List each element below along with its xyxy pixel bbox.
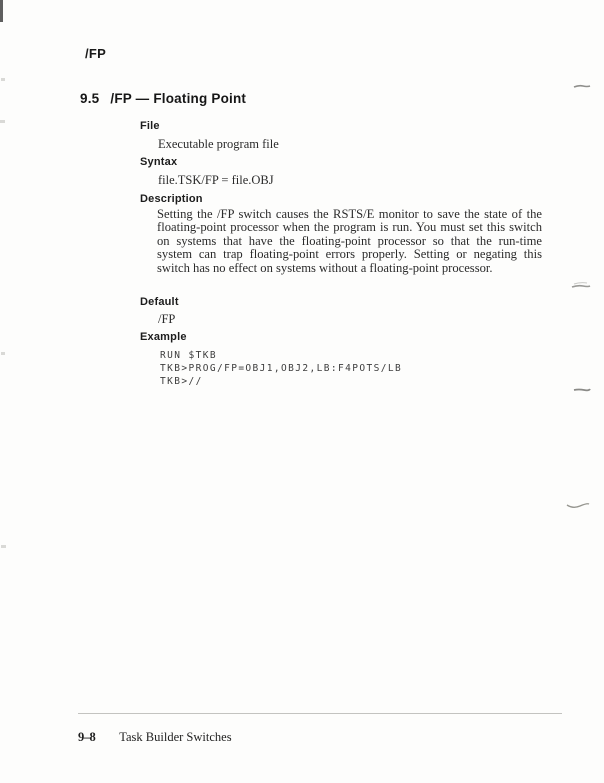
section-number: 9.5 xyxy=(80,91,100,106)
example-subheading: Example xyxy=(140,331,187,343)
description-subheading: Description xyxy=(140,193,203,205)
footer-chapter-title: Task Builder Switches xyxy=(119,730,232,744)
scan-edge-bar xyxy=(0,0,3,22)
scan-margin-mark xyxy=(573,386,591,394)
page-footer xyxy=(78,730,232,745)
section-title: /FP — Floating Point xyxy=(110,91,247,106)
default-subheading: Default xyxy=(140,296,179,308)
footer-rule xyxy=(78,713,562,714)
scan-speck xyxy=(1,352,5,355)
scan-margin-mark xyxy=(571,281,591,291)
file-subheading: File xyxy=(140,120,160,132)
default-body: /FP xyxy=(158,312,176,326)
file-body: Executable program file xyxy=(158,137,279,151)
code-line: TKB>PROG/FP=OBJ1,OBJ2,LB:F4POTS/LB xyxy=(160,363,403,374)
scan-speck xyxy=(1,78,5,81)
scan-speck xyxy=(1,545,6,548)
description-paragraph: Setting the /FP switch causes the RSTS/E monitor to save the state of the floating-point processor when the program is run. You must set this switch on systems that have the floating-point processor so that the run-time system can trap floating-point errors properly. Setting or negating this switch has no effect on systems without a floating-point processor. xyxy=(157,207,542,275)
scan-margin-mark xyxy=(573,82,591,90)
scan-margin-mark xyxy=(566,501,590,511)
example-code-block xyxy=(160,349,402,388)
code-line: RUN $TKB xyxy=(160,350,217,361)
running-header: /FP xyxy=(85,46,107,61)
scan-speck xyxy=(0,120,5,123)
syntax-body: file.TSK/FP = file.OBJ xyxy=(158,173,274,187)
syntax-subheading: Syntax xyxy=(140,156,178,168)
section-heading xyxy=(80,91,246,106)
code-line: TKB>// xyxy=(160,376,203,387)
footer-page-number: 9–8 xyxy=(78,730,96,744)
